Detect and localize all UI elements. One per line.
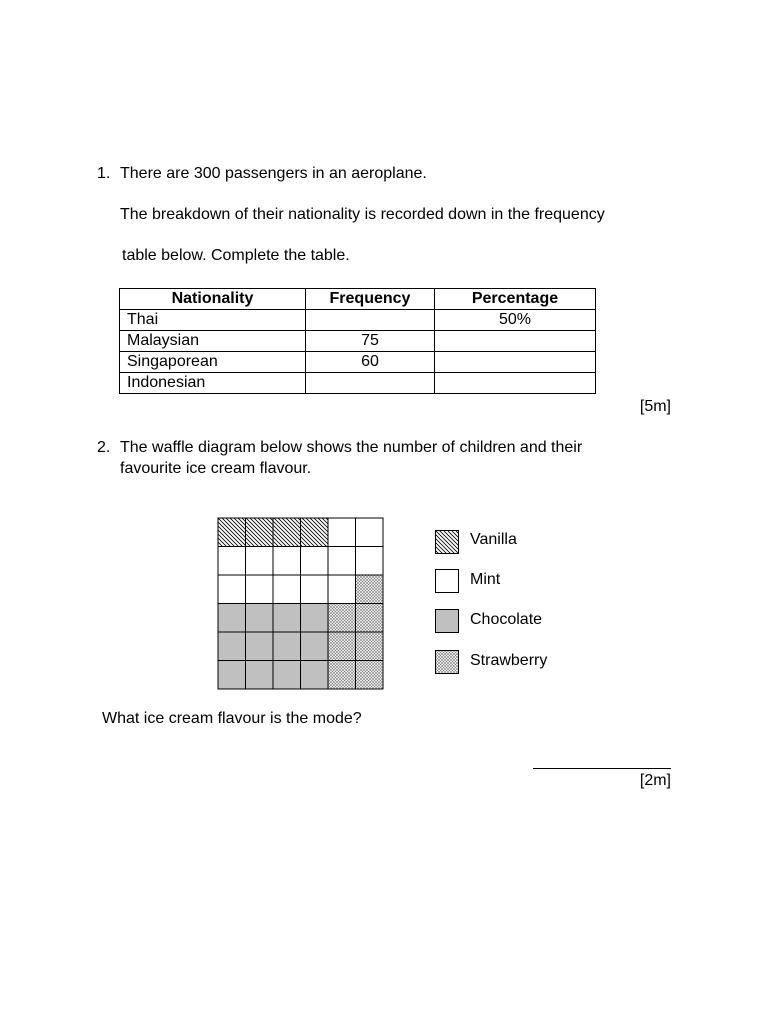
frequency-cell[interactable]: 60 (306, 352, 435, 373)
waffle-cell-mint (218, 547, 246, 576)
percentage-cell[interactable]: 50% (435, 310, 596, 331)
question-1-line-3: table below. Complete the table. (122, 247, 350, 264)
nationality-cell: Singaporean (120, 352, 306, 373)
header-nationality: Nationality (120, 289, 306, 310)
question-2-marks: [2m] (639, 772, 671, 789)
strawberry-swatch-icon (436, 651, 458, 673)
frequency-table (119, 288, 596, 394)
percentage-cell[interactable] (435, 331, 596, 352)
legend-swatch-mint (435, 569, 459, 593)
percentage-cell[interactable] (435, 373, 596, 394)
legend-swatch-vanilla (435, 530, 459, 554)
question-2-prompt: What ice cream flavour is the mode? (102, 710, 362, 727)
waffle-cell-mint (328, 547, 356, 576)
legend-label-mint: Mint (470, 571, 501, 588)
waffle-cell-vanilla (301, 518, 329, 547)
waffle-cell-vanilla (218, 518, 246, 547)
waffle-cell-strawberry (356, 604, 384, 633)
frequency-cell[interactable] (306, 373, 435, 394)
waffle-cell-mint (328, 575, 356, 604)
question-1-line-1: There are 300 passengers in an aeroplane. (120, 165, 427, 182)
nationality-cell: Malaysian (120, 331, 306, 352)
waffle-cell-mint (301, 575, 329, 604)
frequency-cell[interactable]: 75 (306, 331, 435, 352)
question-1-number: 1. (97, 165, 111, 182)
nationality-cell: Indonesian (120, 373, 306, 394)
waffle-cell-chocolate (246, 632, 274, 661)
waffle-cell-mint (246, 547, 274, 576)
waffle-cell-chocolate (301, 661, 329, 690)
waffle-cell-vanilla (273, 518, 301, 547)
vanilla-swatch-icon (436, 531, 458, 553)
table-row (120, 310, 596, 331)
waffle-cell-strawberry (356, 632, 384, 661)
frequency-cell[interactable] (306, 310, 435, 331)
waffle-cell-chocolate (273, 661, 301, 690)
nationality-cell: Thai (120, 310, 306, 331)
table-row (120, 373, 596, 394)
waffle-cell-mint (328, 518, 356, 547)
waffle-cell-mint (301, 547, 329, 576)
header-percentage: Percentage (435, 289, 596, 310)
waffle-cell-chocolate (301, 632, 329, 661)
waffle-diagram (217, 517, 384, 690)
waffle-cell-mint (356, 518, 384, 547)
waffle-cell-chocolate (218, 661, 246, 690)
waffle-cell-chocolate (218, 632, 246, 661)
question-2-line-2: favourite ice cream flavour. (120, 460, 312, 477)
waffle-cell-mint (273, 575, 301, 604)
waffle-cell-strawberry (328, 661, 356, 690)
answer-line[interactable] (533, 768, 671, 769)
legend-label-chocolate: Chocolate (470, 611, 543, 628)
waffle-cell-vanilla (246, 518, 274, 547)
question-1-marks: [5m] (639, 398, 671, 415)
table-header-row (120, 289, 596, 310)
waffle-cell-strawberry (356, 575, 384, 604)
legend-label-vanilla: Vanilla (470, 531, 517, 548)
waffle-cell-chocolate (246, 661, 274, 690)
legend-swatch-strawberry (435, 650, 459, 674)
waffle-cell-mint (273, 547, 301, 576)
waffle-cell-chocolate (273, 604, 301, 633)
waffle-cell-chocolate (273, 632, 301, 661)
waffle-cell-mint (218, 575, 246, 604)
waffle-cell-chocolate (246, 604, 274, 633)
question-1-line-2: The breakdown of their nationality is recorded down in the frequency (120, 206, 605, 223)
legend-label-strawberry: Strawberry (470, 652, 548, 669)
percentage-cell[interactable] (435, 352, 596, 373)
waffle-cell-strawberry (356, 661, 384, 690)
waffle-cell-mint (356, 547, 384, 576)
question-2-line-1: The waffle diagram below shows the number of children and their (120, 439, 583, 456)
waffle-cell-strawberry (328, 632, 356, 661)
waffle-cell-strawberry (328, 604, 356, 633)
waffle-cell-chocolate (301, 604, 329, 633)
question-2-number: 2. (97, 439, 111, 456)
waffle-cell-chocolate (218, 604, 246, 633)
legend-swatch-chocolate (435, 609, 459, 633)
table-row (120, 331, 596, 352)
table-row (120, 352, 596, 373)
waffle-cell-mint (246, 575, 274, 604)
header-frequency: Frequency (306, 289, 435, 310)
